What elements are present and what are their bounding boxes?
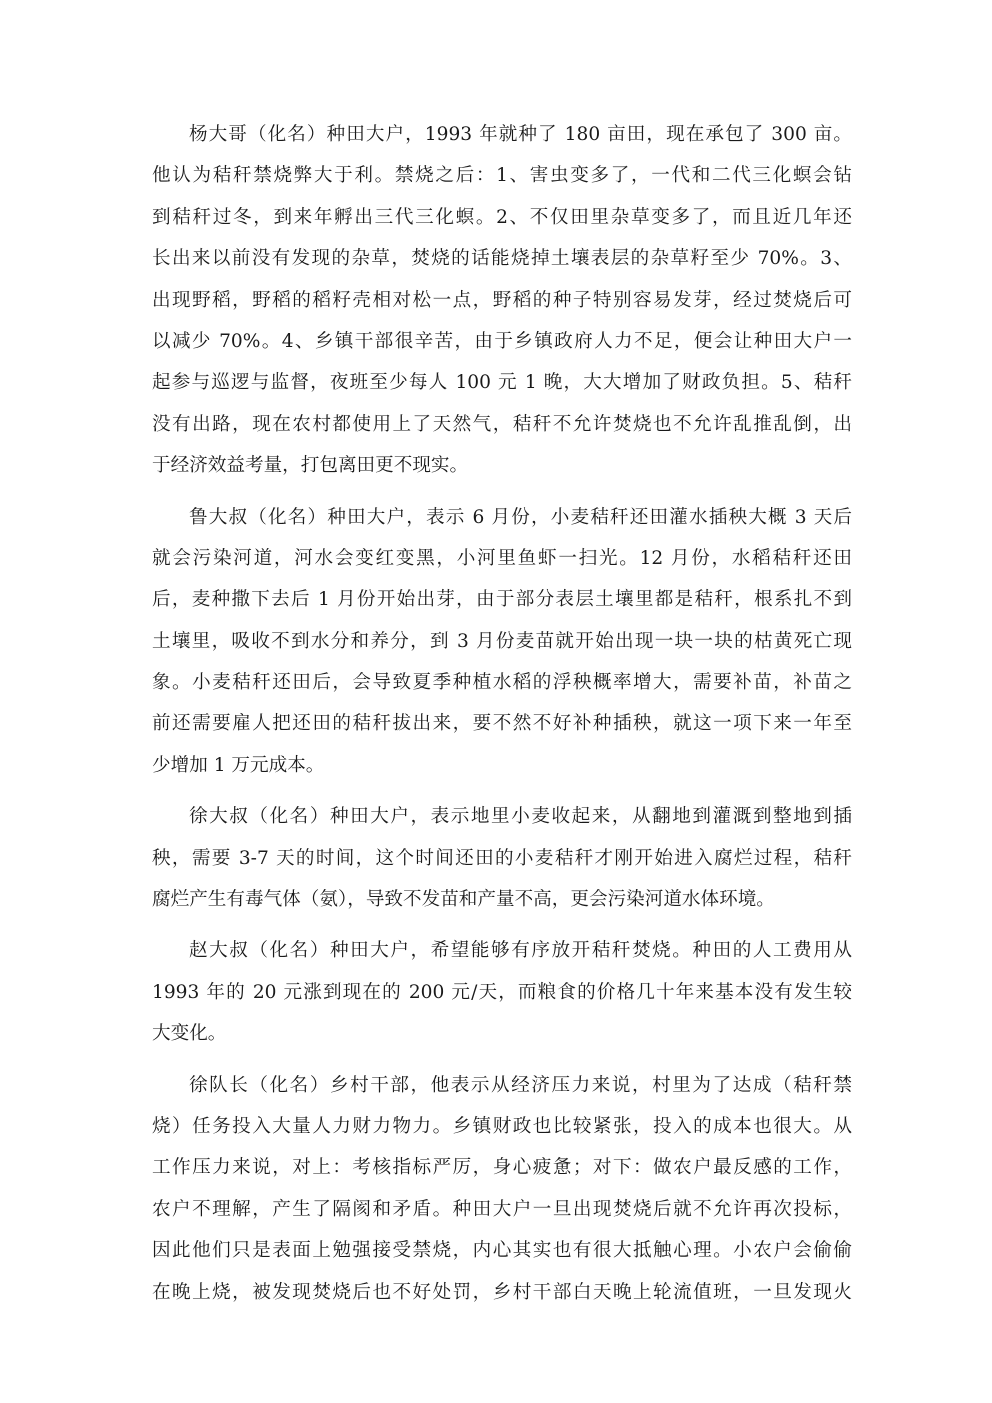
text-line: 徐队长（化名）乡村干部，他表示从经济压力来说，村里为了达成（秸秆禁 xyxy=(189,1074,852,1096)
text-line: 少增加 1 万元成本。 xyxy=(152,754,325,776)
paragraph-gap xyxy=(152,786,852,796)
paragraph xyxy=(152,1065,852,1313)
text-line: 腐烂产生有毒气体（氨），导致不发苗和产量不高，更会污染河道水体环境。 xyxy=(152,889,775,911)
text-line: 大变化。 xyxy=(152,1023,227,1045)
paragraph xyxy=(152,796,852,920)
text-line: 象。小麦秸秆还田后，会导致夏季种植水稻的浮秧概率增大，需要补苗，补苗之 xyxy=(152,672,852,694)
text-line: 到秸秆过冬，到来年孵出三代三化螟。2、不仅田里杂草变多了，而且近几年还 xyxy=(152,206,852,228)
text-line: 鲁大叔（化名）种田大户，表示 6 月份，小麦秸秆还田灌水插秧大概 3 天后 xyxy=(189,506,852,528)
paragraph-gap xyxy=(152,1055,852,1065)
text-line: 1993 年的 20 元涨到现在的 200 元/天，而粮食的价格几十年来基本没有发生较 xyxy=(152,981,852,1003)
text-line: 于经济效益考量，打包离田更不现实。 xyxy=(152,455,469,477)
text-line: 农户不理解，产生了隔阂和矛盾。种田大户一旦出现焚烧后就不允许再次投标， xyxy=(152,1198,852,1220)
document-body xyxy=(152,114,852,1313)
paragraph-gap xyxy=(152,487,852,497)
text-line: 出现野稻，野稻的稻籽壳相对松一点，野稻的种子特别容易发芽，经过焚烧后可 xyxy=(152,289,852,311)
text-line: 后，麦种撒下去后 1 月份开始出芽，由于部分表层土壤里都是秸秆，根系扎不到 xyxy=(152,589,852,611)
text-line: 杨大哥（化名）种田大户，1993 年就种了 180 亩田，现在承包了 300 亩。 xyxy=(189,124,852,145)
text-line: 因此他们只是表面上勉强接受禁烧，内心其实也有很大抵触心理。小农户会偷偷 xyxy=(152,1240,852,1262)
text-line: 在晚上烧，被发现焚烧后也不好处罚，乡村干部白天晚上轮流值班，一旦发现火 xyxy=(152,1281,852,1303)
paragraph xyxy=(152,930,852,1054)
text-line: 秧，需要 3-7 天的时间，这个时间还田的小麦秸秆才刚开始进入腐烂过程，秸秆 xyxy=(152,847,852,869)
text-line: 工作压力来说，对上：考核指标严厉，身心疲惫；对下：做农户最反感的工作， xyxy=(152,1157,852,1179)
text-line: 起参与巡逻与监督，夜班至少每人 100 元 1 晚，大大增加了财政负担。5、秸秆 xyxy=(152,372,852,394)
text-line: 没有出路，现在农村都使用上了天然气，秸秆不允许焚烧也不允许乱推乱倒，出 xyxy=(152,413,852,435)
text-line: 他认为秸秆禁烧弊大于利。禁烧之后：1、害虫变多了，一代和二代三化螟会钻 xyxy=(152,165,852,187)
text-line: 长出来以前没有发现的杂草，焚烧的话能烧掉土壤表层的杂草籽至少 70%。3、 xyxy=(152,248,852,270)
text-line: 以减少 70%。4、乡镇干部很辛苦，由于乡镇政府人力不足，便会让种田大户一 xyxy=(152,330,852,352)
text-line: 前还需要雇人把还田的秸秆拔出来，要不然不好补种插秧，就这一项下来一年至 xyxy=(152,713,852,735)
paragraph xyxy=(152,114,852,487)
paragraph xyxy=(152,497,852,787)
paragraph-gap xyxy=(152,920,852,930)
text-line: 烧）任务投入大量人力财力物力。乡镇财政也比较紧张，投入的成本也很大。从 xyxy=(152,1115,852,1137)
text-line: 赵大叔（化名）种田大户，希望能够有序放开秸秆焚烧。种田的人工费用从 xyxy=(189,940,852,962)
text-line: 土壤里，吸收不到水分和养分，到 3 月份麦苗就开始出现一块一块的枯黄死亡现 xyxy=(152,630,852,652)
text-line: 徐大叔（化名）种田大户，表示地里小麦收起来，从翻地到灌溉到整地到插 xyxy=(189,806,852,828)
text-line: 就会污染河道，河水会变红变黑，小河里鱼虾一扫光。12 月份，水稻秸秆还田 xyxy=(152,547,852,569)
